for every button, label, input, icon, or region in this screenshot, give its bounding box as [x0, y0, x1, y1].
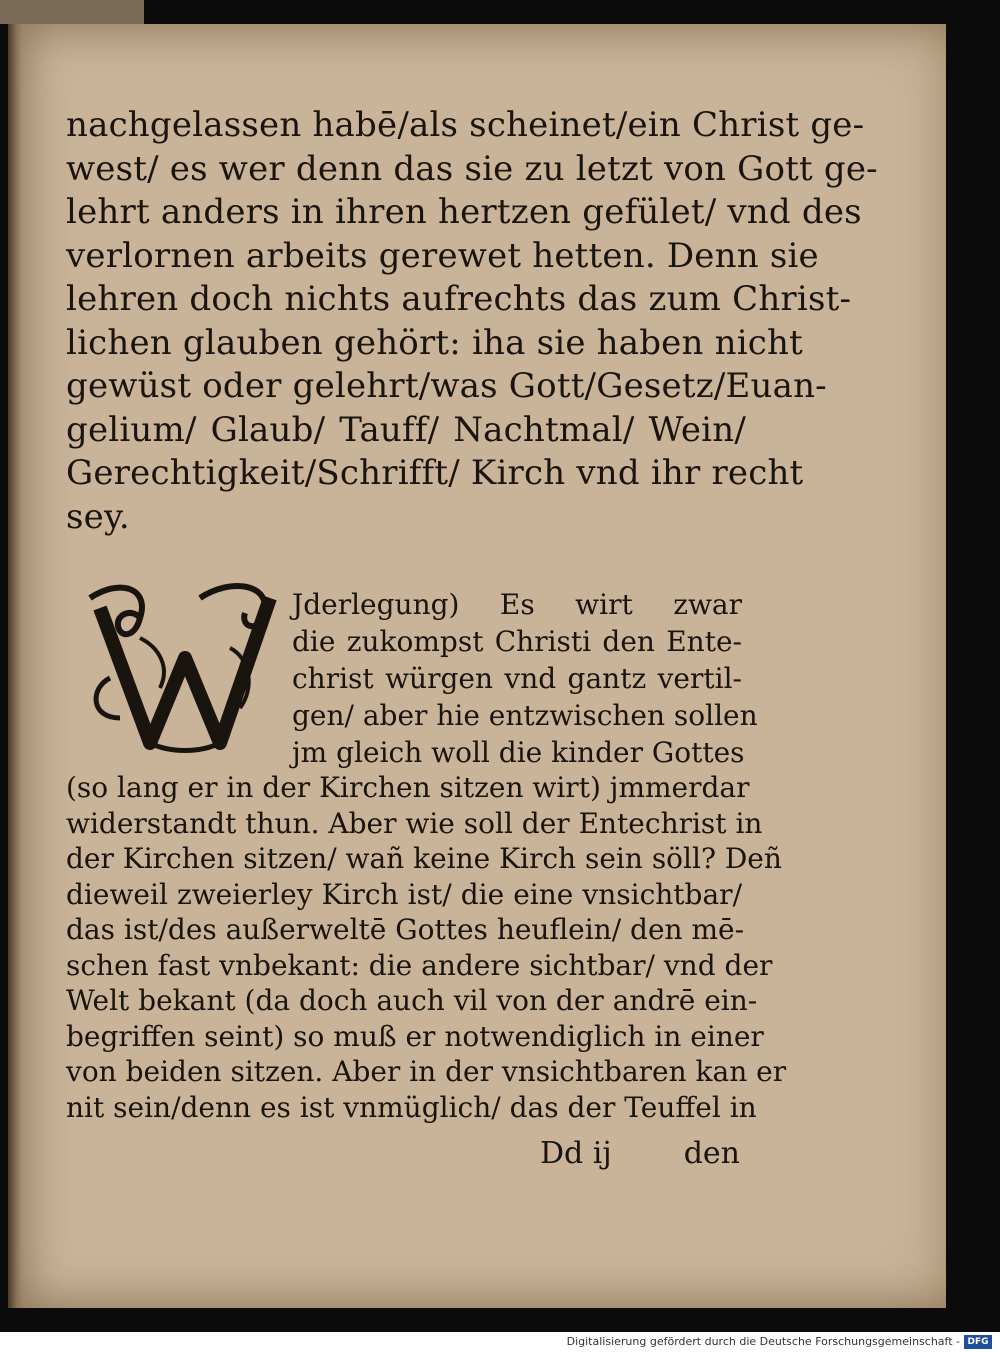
- text-line: lichen glauben gehört: iha sie haben nicht: [66, 322, 803, 363]
- decorated-initial-w: [80, 578, 280, 756]
- page-foot: [540, 1136, 740, 1176]
- text-line: gelium/ Glaub/ Tauff/ Nachtmal/ Wein/: [66, 409, 746, 450]
- text-line: der Kirchen sitzen/ wañ keine Kirch sein söll? Deñ: [66, 842, 782, 875]
- text-line: von beiden sitzen. Aber in der vnsichtbaren kan er: [66, 1055, 787, 1088]
- initial-ornament-icon: [80, 578, 280, 756]
- text-line: gewüst oder gelehrt/was Gott/Gesetz/Euan-: [66, 366, 827, 406]
- signature-mark: Dd ij: [540, 1136, 612, 1171]
- page-gutter-shadow: [8, 24, 22, 1308]
- text-line: lehrt anders in ihren hertzen gefület/ vnd des: [66, 192, 862, 232]
- text-line: lehren doch nichts aufrechts das zum Christ-: [66, 279, 852, 319]
- paragraph-2-head: [292, 586, 758, 771]
- text-line: die zukompst Christi den Ente-: [292, 625, 742, 658]
- text-line: west/ es wer denn das sie zu letzt von Gott ge-: [66, 148, 878, 189]
- text-line: nit sein/denn es ist vnmüglich/ das der Teuffel in: [66, 1090, 757, 1124]
- text-line: dieweil zweierley Kirch ist/ die eine vnsichtbar/: [66, 877, 742, 911]
- text-line: Jderlegung) Es wirt zwar: [292, 588, 742, 621]
- text-line: Welt bekant (da doch auch vil von der andrē ein-: [66, 984, 758, 1017]
- text-line: nachgelassen habē/als scheinet/ein Christ ge-: [66, 105, 865, 145]
- text-line: gen/ aber hie entzwischen sollen: [292, 699, 758, 732]
- text-line: widerstandt thun. Aber wie soll der Entechrist in: [66, 806, 763, 840]
- paragraph-2: [66, 770, 787, 1125]
- dfg-logo-icon: DFG: [964, 1335, 992, 1349]
- text-line: verlornen arbeits gerewet hetten. Denn sie: [66, 235, 819, 276]
- text-line: christ würgen vnd gantz vertil-: [292, 662, 742, 695]
- text-line: schen fast vnbekant: die andere sichtbar/ vnd der: [66, 948, 773, 982]
- text-line: begriffen seint) so muß er notwendiglich in einer: [66, 1019, 764, 1053]
- text-line: (so lang er in der Kirchen sitzen wirt) jmmerdar: [66, 771, 750, 804]
- text-line: sey.: [66, 496, 130, 537]
- paragraph-1: [66, 104, 878, 539]
- scan-top-edge: [0, 0, 144, 24]
- footer-bar: [0, 1332, 1000, 1352]
- text-line: jm gleich woll die kinder Gottes: [292, 736, 745, 769]
- catchword: den: [683, 1136, 740, 1171]
- funding-credit: Digitalisierung gefördert durch die Deutsche Forschungsgemeinschaft -: [566, 1335, 960, 1348]
- text-line: Gerechtigkeit/Schrifft/ Kirch vnd ihr recht: [66, 453, 804, 493]
- text-line: das ist/des außerweltē Gottes heuflein/ den mē-: [66, 913, 745, 946]
